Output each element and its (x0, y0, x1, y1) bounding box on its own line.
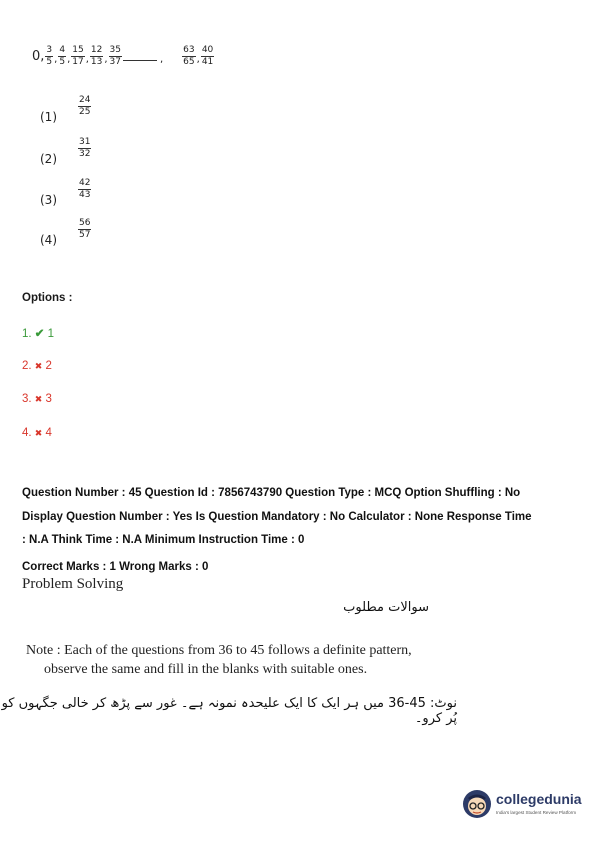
urdu-note: نوٹ: 45-36 میں ہر ایک کا ایک علیحدہ نمونہ ہے۔ غور سے پڑھ کر خالی جگہوں کو پُر کرو۔ (1, 696, 457, 726)
sequence-question: 0, $\frac{3}{5}$ , $\frac{4}{5}$ , $\frac{15}{17}$ , $\frac{12}{13}$ , $\frac{35}{37}$ , $\frac{63}{65}$ , $\frac{40}{41}$ (32, 45, 214, 67)
choice-1[interactable] (22, 326, 54, 340)
marks-line: Correct Marks : 1 Wrong Marks : 0 (22, 560, 209, 573)
answer-option-label: (2) (40, 152, 57, 166)
note-line-2: observe the same and fill in the blanks with suitable ones. (44, 662, 368, 677)
answer-option-label: (4) (40, 233, 57, 247)
sequence-term: $\frac{35}{37}$ (109, 45, 121, 67)
choice-value: 1 (47, 328, 55, 340)
urdu-heading: سوالات مطلوب (343, 600, 429, 615)
sequence-lead: 0, (32, 49, 45, 64)
answer-option-label: (3) (40, 193, 57, 207)
choice-value: 2 (45, 360, 52, 372)
choice-index: 4. (22, 427, 32, 439)
choice-value: 3 (45, 393, 52, 405)
answer-option-value: $\frac{24}{25}$ (79, 95, 91, 117)
sequence-blank (123, 60, 157, 61)
section-title: Problem Solving (22, 576, 124, 592)
sequence-term: $\frac{63}{65}$ (183, 45, 195, 67)
options-title: Options : (22, 292, 73, 304)
choice-4[interactable] (22, 427, 52, 439)
sequence-term: $\frac{40}{41}$ (201, 45, 214, 67)
mascot-icon (462, 789, 492, 819)
question-meta (22, 482, 582, 579)
choice-index: 1. (22, 328, 32, 340)
choice-value: 4 (45, 427, 52, 439)
sequence-term: $\frac{15}{17}$ (72, 45, 84, 67)
brand-tagline: India's largest Student Review Platform (496, 810, 577, 815)
choice-2[interactable] (22, 360, 52, 372)
sequence-term: $\frac{3}{5}$ (46, 45, 53, 67)
choice-3[interactable] (22, 393, 52, 405)
note-line-1: Note : Each of the questions from 36 to 45 follows a definite pattern, (26, 643, 412, 658)
answer-option-value: $\frac{56}{57}$ (79, 218, 91, 240)
meta-line: Question Number : 45 Question Id : 7856743790 Question Type : MCQ Option Shuffling : No (22, 487, 521, 499)
cross-icon: ✖ (34, 361, 43, 371)
answer-option-label: (1) (40, 110, 57, 124)
brand-logo (462, 785, 587, 825)
choice-index: 3. (22, 393, 32, 405)
check-icon: ✔ (34, 328, 45, 340)
brand-name: collegedunia (496, 791, 582, 807)
choice-index: 2. (22, 360, 32, 372)
cross-icon: ✖ (34, 394, 43, 404)
answer-option-value: $\frac{31}{32}$ (79, 137, 91, 159)
meta-line: : N.A Think Time : N.A Minimum Instruction Time : 0 (22, 534, 305, 546)
sequence-term: $\frac{12}{13}$ (90, 45, 103, 67)
cross-icon: ✖ (34, 428, 43, 438)
sequence-term: $\frac{4}{5}$ (59, 45, 66, 67)
answer-option-value: $\frac{42}{43}$ (79, 178, 91, 200)
meta-line: Display Question Number : Yes Is Question Mandatory : No Calculator : None Response Time (22, 510, 532, 523)
